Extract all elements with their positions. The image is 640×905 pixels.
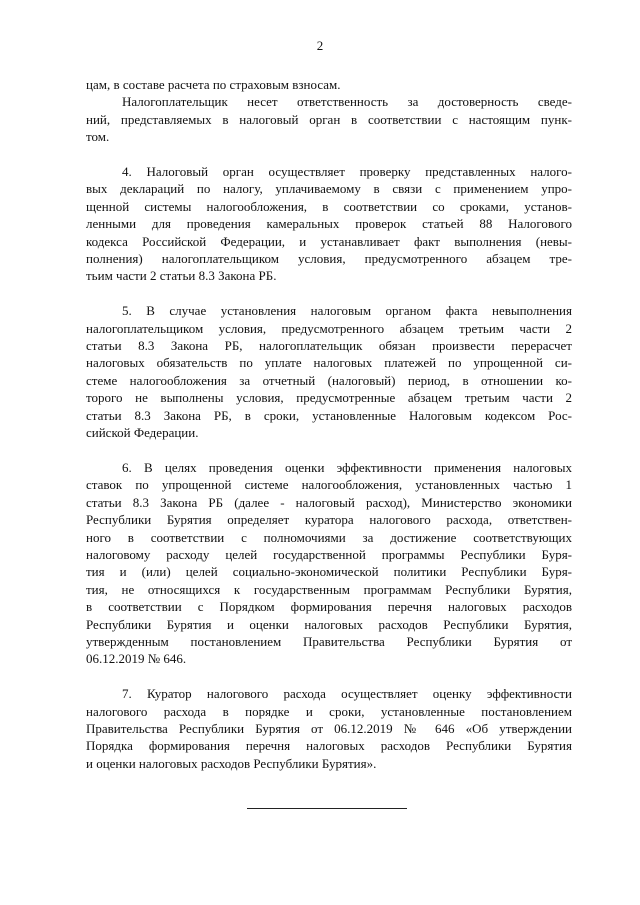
text-line: тия и (или) целей социально-экономической политики Республики Буря- <box>86 564 572 580</box>
text-line: налогового расхода в порядке и сроки, установленные постановлением <box>86 703 572 719</box>
text-line: 06.12.2019 № 646. <box>86 651 187 667</box>
text-line: кодекса Российской Федерации, и устанавливает факт выполнения (невы- <box>86 233 572 249</box>
text-line: статьи 8.3 Закона РБ, в сроки, установленные Налоговым кодексом Рос- <box>86 407 572 423</box>
text-line: 6. В целях проведения оценки эффективности применения налоговых <box>122 459 572 475</box>
text-line: Республики Бурятия и оценки налоговых расходов Республики Бурятия, <box>86 616 572 632</box>
paragraph-continuation <box>86 76 572 93</box>
text-line: 4. Налоговый орган осуществляет проверку представленных налого- <box>122 164 572 180</box>
text-line: налогоплательщиком условия, предусмотренного абзацем третьим части 2 <box>86 320 572 336</box>
text-line: ного в соответствии с полномочиями за достижение соответствующих <box>86 529 572 545</box>
text-line: Порядка формирования перечня налоговых расходов Республики Бурятия <box>86 738 572 754</box>
text-line: том. <box>86 129 110 145</box>
text-line: и оценки налоговых расходов Республики Бурятия». <box>86 755 377 771</box>
paragraph-item-4 <box>86 163 572 285</box>
text-line: ний, представляемых в налоговый орган в соответствии с настоящим пунк- <box>86 111 572 127</box>
text-line: Республики Бурятия определяет куратора налогового расхода, ответствен- <box>86 512 572 528</box>
text-line: ставок по упрощенной системе налогообложения, установленных частью 1 <box>86 477 572 493</box>
text-line: статьи 8.3 Закона РБ (далее - налоговый расход), Министерство экономики <box>86 494 572 510</box>
text-line: статьи 8.3 Закона РБ, налогоплательщик обязан произвести перерасчет <box>86 338 572 354</box>
text-line: 5. В случае установления налоговым органом факта невыполнения <box>122 303 572 319</box>
text-line: тия, не относящихся к государственным программам Республики Бурятия, <box>86 581 572 597</box>
text-line: стеме налогообложения за отчетный (налоговый) период, в отношении ко- <box>86 372 572 388</box>
paragraph-item-7 <box>86 685 572 772</box>
text-line: в соответствии с Порядком формирования перечня налоговых расходов <box>86 599 572 615</box>
text-line: цам, в составе расчета по страховым взносам. <box>86 77 341 92</box>
paragraph-item-6 <box>86 459 572 668</box>
text-line: сийской Федерации. <box>86 425 199 441</box>
text-line: ленными для проведения камеральных проверок статьей 88 Налогового <box>86 216 572 232</box>
text-line: налоговых обязательств по уплате налоговых платежей по упрощенной си- <box>86 355 572 371</box>
text-line: торого не выполнены условия, предусмотренные абзацем третьим части 2 <box>86 390 572 406</box>
paragraph-responsibility <box>86 93 572 145</box>
paragraph-item-5 <box>86 302 572 441</box>
text-line: тьим части 2 статьи 8.3 Закона РБ. <box>86 268 277 284</box>
text-line: налоговому расходу целей государственной программы Республики Буря- <box>86 546 572 562</box>
text-line: щенной системы налогообложения, в соответствии со сроками, установ- <box>86 198 572 214</box>
text-line: Правительства Республики Бурятия от 06.12.2019 № 646 «Об утверждении <box>86 720 572 736</box>
document-body <box>86 76 572 772</box>
text-line: вых деклараций по налогу, уплачиваемому в связи с применением упро- <box>86 181 572 197</box>
text-line: 7. Куратор налогового расхода осуществляет оценку эффективности <box>122 686 572 702</box>
end-of-document-rule <box>247 808 407 809</box>
text-line: полнения) налогоплательщиком условия, предусмотренного абзацем тре- <box>86 251 572 267</box>
text-line: утвержденным постановлением Правительства Республики Бурятия от <box>86 633 572 649</box>
page-number: 2 <box>316 38 324 53</box>
text-line: Налогоплательщик несет ответственность за достоверность сведе- <box>122 94 572 110</box>
